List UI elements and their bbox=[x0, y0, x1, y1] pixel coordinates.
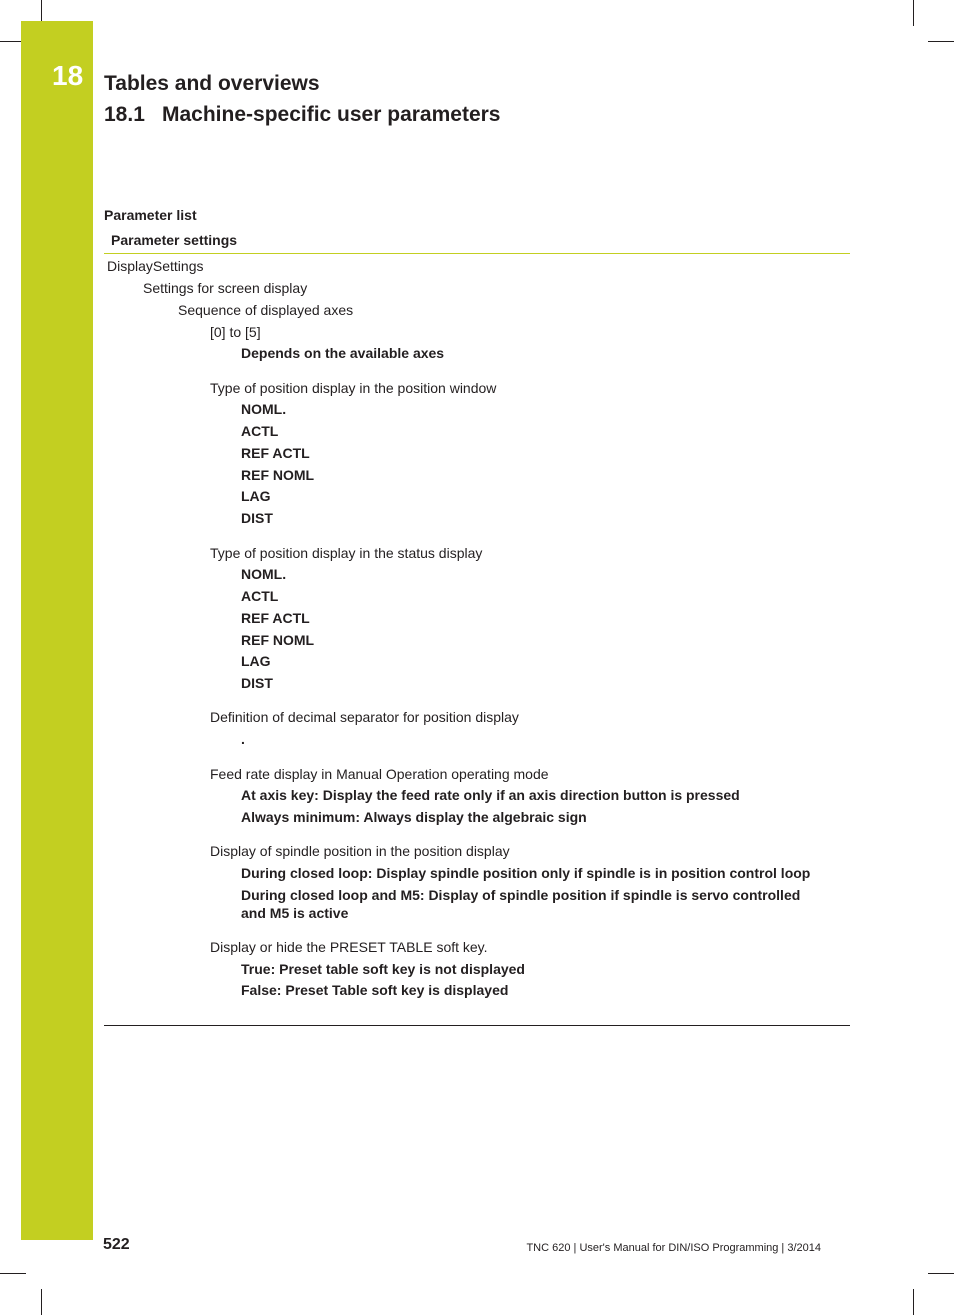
param-label: Type of position display in the position window bbox=[210, 380, 497, 396]
param-option: False: Preset Table soft key is displayed bbox=[241, 982, 509, 998]
footer-text: TNC 620 | User's Manual for DIN/ISO Programming | 3/2014 bbox=[526, 1242, 821, 1254]
param-label: Display of spindle position in the position display bbox=[210, 843, 510, 859]
chapter-number: 18 bbox=[52, 60, 84, 91]
section-number: 18.1 bbox=[104, 103, 145, 126]
param-option: ACTL bbox=[241, 423, 279, 439]
section-title bbox=[104, 103, 500, 127]
param-option: DIST bbox=[241, 675, 273, 691]
param-option: NOML. bbox=[241, 566, 287, 582]
table-header-label: Parameter settings bbox=[111, 232, 238, 248]
param-option: True: Preset table soft key is not displayed bbox=[241, 961, 525, 977]
param-label: Type of position display in the status display bbox=[210, 545, 483, 561]
param-label: Display or hide the PRESET TABLE soft key. bbox=[210, 939, 488, 955]
param-value: Depends on the available axes bbox=[241, 345, 445, 361]
param-option: At axis key: Display the feed rate only if an axis direction button is pressed bbox=[241, 787, 740, 803]
param-value: . bbox=[241, 731, 245, 747]
crop-mark bbox=[928, 1273, 954, 1274]
param-option: ACTL bbox=[241, 588, 279, 604]
crop-mark bbox=[0, 1273, 26, 1274]
param-subgroup: Sequence of displayed axes bbox=[178, 302, 354, 318]
param-option: LAG bbox=[241, 653, 271, 669]
crop-mark bbox=[913, 1289, 914, 1315]
parameter-list-label: Parameter list bbox=[104, 207, 197, 223]
table-bottom-rule bbox=[104, 1025, 850, 1026]
param-option: REF NOML bbox=[241, 467, 315, 483]
param-option: During closed loop: Display spindle position only if spindle is in position control loop bbox=[241, 865, 811, 881]
section-title-text: Machine-specific user parameters bbox=[162, 103, 501, 126]
param-label: Feed rate display in Manual Operation operating mode bbox=[210, 766, 549, 782]
param-range: [0] to [5] bbox=[210, 324, 261, 340]
param-option-continued: and M5 is active bbox=[241, 905, 349, 921]
param-option: During closed loop and M5: Display of spindle position if spindle is servo controlled bbox=[241, 887, 801, 903]
table-header bbox=[104, 231, 850, 254]
param-option: REF ACTL bbox=[241, 610, 310, 626]
param-option: LAG bbox=[241, 488, 271, 504]
crop-mark bbox=[928, 41, 954, 42]
page-number: 522 bbox=[103, 1236, 130, 1253]
param-option: REF NOML bbox=[241, 632, 315, 648]
param-root: DisplaySettings bbox=[107, 258, 204, 274]
param-label: Definition of decimal separator for position display bbox=[210, 709, 519, 725]
param-option: DIST bbox=[241, 510, 273, 526]
chapter-title: Tables and overviews bbox=[104, 72, 320, 95]
chapter-sidebar bbox=[21, 21, 93, 1240]
param-option: REF ACTL bbox=[241, 445, 310, 461]
crop-mark bbox=[41, 1289, 42, 1315]
param-group: Settings for screen display bbox=[143, 280, 308, 296]
param-option: Always minimum: Always display the algebraic sign bbox=[241, 809, 587, 825]
param-option: NOML. bbox=[241, 401, 287, 417]
crop-mark bbox=[913, 0, 914, 26]
